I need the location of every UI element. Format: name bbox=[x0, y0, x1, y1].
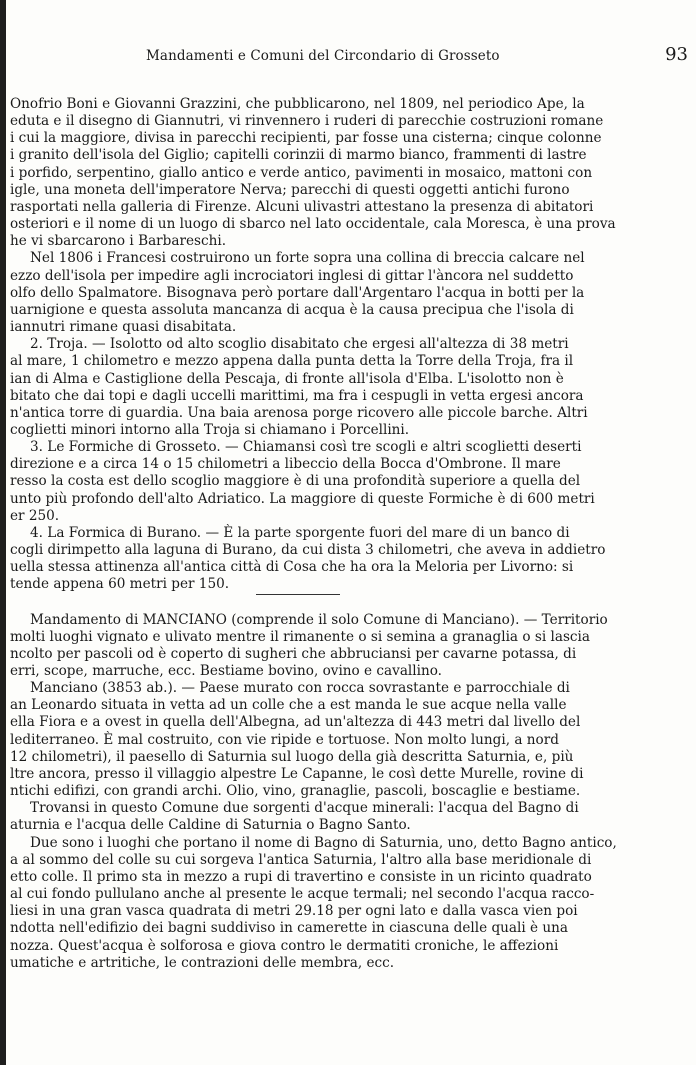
text-line: iannutri rimane quasi disabitata. bbox=[10, 319, 237, 336]
text-line: molti luoghi vignato e ulivato mentre il rimanente o si semina a granaglia o si lascia bbox=[10, 628, 590, 645]
text-line: etto colle. Il primo sta in mezzo a rupi di travertino e consiste in un ricinto quadrato bbox=[10, 868, 592, 885]
paragraph-manciano-town bbox=[10, 680, 696, 800]
text-line: cogli dirimpetto alla laguna di Burano, da cui dista 3 chilometri, che aveva in addietro bbox=[10, 542, 606, 559]
paragraph-formica-burano bbox=[10, 525, 696, 594]
page-number: 93 bbox=[665, 44, 688, 65]
text-line: direzione e a circa 14 o 15 chilometri a libeccio della Bocca d'Ombrone. Il mare bbox=[10, 456, 561, 473]
text-line: er 250. bbox=[10, 507, 60, 524]
page-body bbox=[10, 96, 696, 972]
text-line: n'antica torre di guardia. Una baia arenosa porge ricovero alle piccole barche. Altri bbox=[10, 404, 588, 421]
text-line: igle, una moneta dell'imperatore Nerva; parecchi di questi oggetti antichi furono bbox=[10, 181, 570, 198]
text-line: 2. Troja. — Isolotto od alto scoglio disabitato che ergesi all'altezza di 38 metri bbox=[30, 336, 569, 353]
text-line: osteriori e il nome di un luogo di sbarco nel lato occidentale, cala Moresca, è una prova bbox=[10, 216, 616, 233]
text-line: i granito dell'isola del Giglio; capitelli corinzii di marmo bianco, frammenti di lastre bbox=[10, 147, 587, 164]
text-line: al cui fondo pullulano anche al presente le acque termali; nel secondo l'acqua racco- bbox=[10, 886, 595, 903]
text-line: uarnigione e questa assoluta mancanza di acqua è la causa precipua che l'isola di bbox=[10, 301, 574, 318]
paragraph-bagno-saturnia bbox=[10, 835, 696, 972]
running-header: Mandamenti e Comuni del Circondario di Grosseto bbox=[146, 48, 500, 64]
text-line: an Leonardo situata in vetta ad un colle che a est manda le sue acque nella valle bbox=[10, 697, 567, 714]
section-divider-rule bbox=[256, 594, 340, 595]
text-line: uella stessa attinenza all'antica città di Cosa che ha ora la Meloria per Livorno: si bbox=[10, 559, 574, 576]
text-line: he vi sbarcarono i Barbareschi. bbox=[10, 233, 227, 250]
text-line: Trovansi in questo Comune due sorgenti d'acque minerali: l'acqua del Bagno di bbox=[30, 800, 579, 817]
text-line: 4. La Formica di Burano. — È la parte sporgente fuori del mare di un banco di bbox=[30, 524, 570, 541]
text-line: lediterraneo. È mal costruito, con vie ripide e tortuose. Non molto lungi, a nord bbox=[10, 731, 559, 748]
text-line: aturnia e l'acqua delle Caldine di Saturnia o Bagno Santo. bbox=[10, 817, 411, 834]
text-line: Nel 1806 i Francesi costruirono un forte sopra una collina di breccia calcare nel bbox=[30, 250, 585, 267]
paragraph-troja bbox=[10, 336, 696, 439]
text-line: ndotta nell'edifizio dei bagni suddiviso in camerette in ciascuna delle quali è una bbox=[10, 920, 569, 937]
text-line: ntichi edifizi, con grandi archi. Olio, vino, granaglie, pascoli, boscaglie e bestiame. bbox=[10, 783, 581, 800]
text-line: resso la costa est dello scoglio maggiore è di una profondità superiore a quella del bbox=[10, 473, 581, 490]
text-line: coglietti minori intorno alla Troja si chiamano i Porcellini. bbox=[10, 421, 410, 438]
text-line: Mandamento di MANCIANO (comprende il solo Comune di Manciano). — Territorio bbox=[30, 611, 608, 628]
text-line: i cui la maggiore, divisa in parecchi recipienti, par fosse una cisterna; cinque colonne bbox=[10, 130, 602, 147]
text-line: ezzo dell'isola per impedire agli incrociatori inglesi di gittar l'àncora nel suddetto bbox=[10, 267, 574, 284]
text-line: tende appena 60 metri per 150. bbox=[10, 576, 230, 593]
text-line: ltre ancora, presso il villaggio alpestre Le Capanne, le così dette Murelle, rovine di bbox=[10, 765, 584, 782]
text-line: bitato che dai topi e dagli uccelli marittimi, ma fra i cespugli in vetta ergesi ancora bbox=[10, 387, 584, 404]
text-line: ncolto per pascoli od è coperto di sugheri che abbruciansi per cavarne potassa, di bbox=[10, 645, 577, 662]
text-line: unto più profondo dell'alto Adriatico. La maggiore di queste Formiche è di 600 metri bbox=[10, 490, 595, 507]
text-line: nozza. Quest'acqua è solforosa e giova contro le dermatiti croniche, le affezioni bbox=[10, 937, 559, 954]
paragraph-formiche-grosseto bbox=[10, 439, 696, 525]
text-line: ian di Alma e Castiglione della Pescaja, di fronte all'isola d'Elba. L'isolotto non è bbox=[10, 370, 564, 387]
text-line: 12 chilometri), il paesello di Saturnia sul luogo della già descritta Saturnia, e, più bbox=[10, 748, 574, 765]
text-line: olfo dello Spalmatore. Bisognava però portare dall'Argentaro l'acqua in botti per la bbox=[10, 284, 585, 301]
text-line: eduta e il disegno di Giannutri, vi rinvennero i ruderi di parecchie costruzioni romane bbox=[10, 113, 604, 130]
text-line: umatiche e artritiche, le contrazioni delle membra, ecc. bbox=[10, 954, 395, 971]
paragraph-french-fort bbox=[10, 250, 696, 336]
text-line: 3. Le Formiche di Grosseto. — Chiamansi così tre scogli e altri scoglietti deserti bbox=[30, 439, 582, 456]
text-line: rasportati nella galleria di Firenze. Alcuni ulivastri attestano la presenza di abitatori bbox=[10, 198, 594, 215]
paragraph-mineral-springs bbox=[10, 800, 696, 834]
book-page bbox=[6, 0, 696, 1065]
text-line: liesi in una gran vasca quadrata di metri 29.18 per ogni lato e dalla vasca vien poi bbox=[10, 903, 578, 920]
text-line: i porfido, serpentino, giallo antico e verde antico, pavimenti in mosaico, mattoni con bbox=[10, 164, 593, 181]
text-line: erri, scope, marruche, ecc. Bestiame bovino, ovino e cavallino. bbox=[10, 663, 442, 679]
text-line: ella Fiora e a ovest in quella dell'Albegna, ad un'altezza di 443 metri dal livello del bbox=[10, 714, 581, 731]
text-line: al mare, 1 chilometro e mezzo appena dalla punta detta la Torre della Troja, fra il bbox=[10, 353, 574, 370]
text-line: Due sono i luoghi che portano il nome di Bagno di Saturnia, uno, detto Bagno antico, bbox=[30, 834, 617, 851]
text-line: Onofrio Boni e Giovanni Grazzini, che pubblicarono, nel 1809, nel periodico Ape, la bbox=[10, 96, 585, 112]
paragraph-giannutri-ruins bbox=[10, 96, 696, 250]
text-line: a al sommo del colle su cui sorgeva l'antica Saturnia, l'altro alla base meridionale di bbox=[10, 851, 592, 868]
paragraph-mandamento-manciano bbox=[10, 612, 696, 681]
text-line: Manciano (3853 ab.). — Paese murato con rocca sovrastante e parrocchiale di bbox=[30, 680, 570, 697]
